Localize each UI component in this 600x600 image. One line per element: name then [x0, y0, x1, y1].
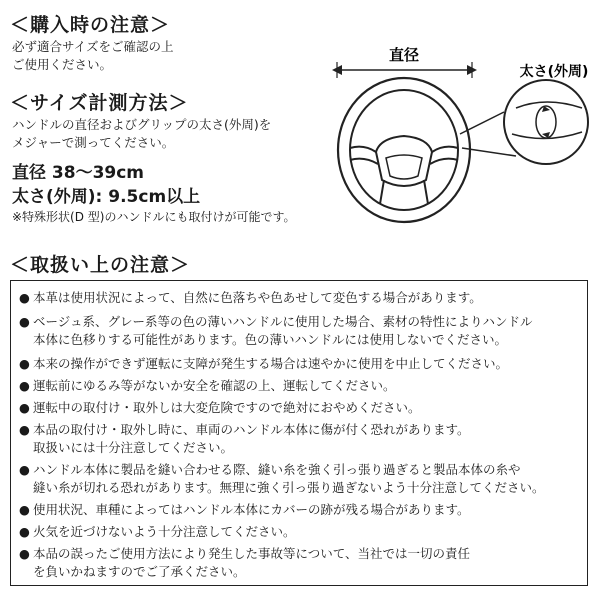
thickness-spec: 太さ(外周): 9.5cm以上: [12, 187, 201, 207]
bullet-icon: ●: [19, 422, 30, 437]
caution-item: ● 運転中の取付け・取外しは大変危険ですので絶対におやめください。: [19, 400, 421, 415]
diameter-label: 直径: [388, 46, 420, 64]
caution-item: ● 本革は使用状況によって、自然に色落ちや色あせして変色する場合があります。: [19, 290, 482, 305]
bullet-icon: ●: [19, 524, 30, 539]
caution-item: ● 火気を近づけないよう十分注意してください。: [19, 524, 296, 539]
caution-item: ● ベージュ系、グレー系等の色の薄いハンドルに使用した場合、素材の特性によりハンドル 本体に色移りする可能性があります。色の薄いハンドルには使用しないでください。: [19, 314, 533, 347]
bullet-icon: ●: [19, 462, 30, 477]
thickness-label: 太さ(外周): [519, 64, 589, 80]
size-line-2: メジャーで測ってください。: [12, 135, 175, 150]
grip-detail-circle: [504, 80, 588, 164]
bullet-icon: ●: [19, 378, 30, 393]
caution-list-box: [10, 280, 588, 586]
steering-wheel-icon: [338, 78, 470, 222]
bullet-icon: ●: [19, 400, 30, 415]
purchase-line-2: ご使用ください。: [12, 57, 113, 72]
size-line-1: ハンドルの直径およびグリップの太さ(外周)を: [12, 117, 272, 132]
bullet-icon: ●: [19, 290, 30, 305]
bullet-icon: ●: [19, 356, 30, 371]
size-heading: ＜サイズ計測方法＞: [10, 92, 189, 114]
caution-item: ● ハンドル本体に製品を縫い合わせる際、縫い糸を強く引っ張り過ぎると製品本体の糸や 縫い糸が切れる恐れがあります。無理に強く引っ張り過ぎないよう十分注意してください。: [19, 462, 545, 495]
purchase-line-1: 必ず適合サイズをご確認の上: [12, 39, 174, 54]
caution-item: ● 本品の誤ったご使用方法により発生した事故等について、当社では一切の責任 を負いかねますのでご了承ください。: [19, 546, 471, 579]
caution-item: ● 使用状況、車種によってはハンドル本体にカバーの跡が残る場合があります。: [19, 502, 470, 517]
bullet-icon: ●: [19, 546, 30, 561]
caution-item: ● 運転前にゆるみ等がないか安全を確認の上、運転してください。: [19, 378, 396, 393]
purchase-heading: ＜購入時の注意＞: [10, 14, 171, 36]
diameter-spec: 直径 38～39cm: [12, 163, 145, 183]
d-shape-note: ※特殊形状(D 型)のハンドルにも取付けが可能です。: [12, 210, 296, 224]
caution-item: ● 本来の操作ができず運転に支障が発生する場合は速やかに使用を中止してください。: [19, 356, 509, 371]
bullet-icon: ●: [19, 502, 30, 517]
caution-item: ● 本品の取付け・取外し時に、車両のハンドル本体に傷が付く恐れがあります。 取扱いには十分注意してください。: [19, 422, 470, 455]
bullet-icon: ●: [19, 314, 30, 329]
steering-wheel-diagram: [320, 30, 595, 230]
handling-heading: ＜取扱い上の注意＞: [10, 254, 191, 276]
